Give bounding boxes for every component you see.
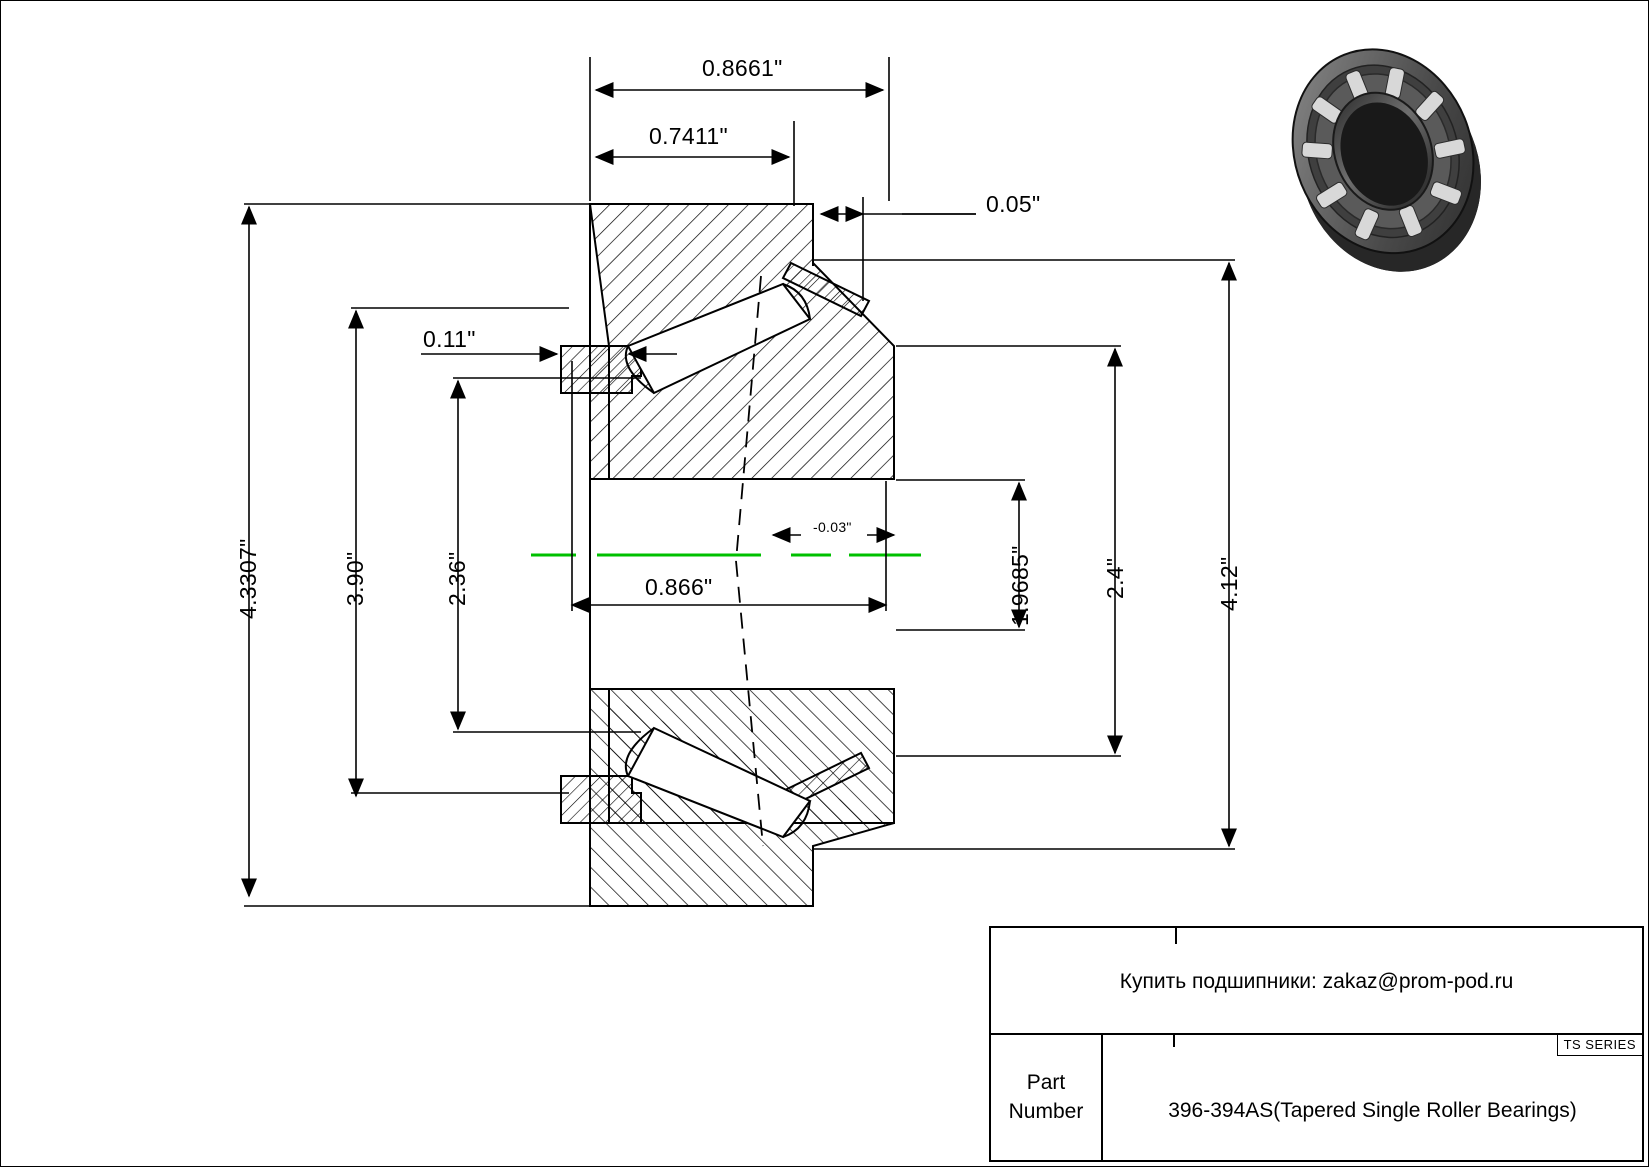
part-number-label xyxy=(991,1035,1103,1160)
dim-inner-race-dia: 1.9685" xyxy=(1007,545,1033,626)
dim-cup-diameter: 4.12" xyxy=(1216,556,1242,611)
bearing-3d-illustration xyxy=(1279,19,1509,279)
dim-width-overall: 0.8661" xyxy=(702,55,783,81)
series-badge: TS SERIES xyxy=(1557,1035,1642,1056)
dim-mid-diameter: 2.4" xyxy=(1102,557,1128,599)
title-block-contact-row xyxy=(991,928,1642,1035)
part-cell-tick xyxy=(1173,1035,1175,1047)
dim-offset-small: 0.05" xyxy=(986,191,1041,217)
dim-od-alt: 3.90" xyxy=(342,551,368,606)
dim-cage-thickness: 0.11" xyxy=(423,326,476,352)
part-name-cell xyxy=(1103,1035,1642,1160)
contact-email-text: Купить подшипники: zakaz@prom-pod.ru xyxy=(1119,970,1514,993)
title-block-tick xyxy=(1175,928,1177,944)
part-name-text: 396-394AS(Tapered Single Roller Bearings) xyxy=(1168,1098,1577,1122)
part-label-line2: Number xyxy=(1008,1099,1084,1123)
dim-cone-width: 0.7411" xyxy=(649,123,728,149)
title-block-part-row xyxy=(991,1035,1642,1160)
title-block xyxy=(989,926,1644,1162)
part-label-line1: Part xyxy=(1026,1071,1066,1095)
dim-outer-diameter: 4.3307" xyxy=(235,538,261,619)
dim-bore-diameter: 2.36" xyxy=(444,551,470,606)
dim-taper-note: -0.03" xyxy=(813,519,852,535)
dim-bore-plus: 0.866" xyxy=(645,574,713,600)
